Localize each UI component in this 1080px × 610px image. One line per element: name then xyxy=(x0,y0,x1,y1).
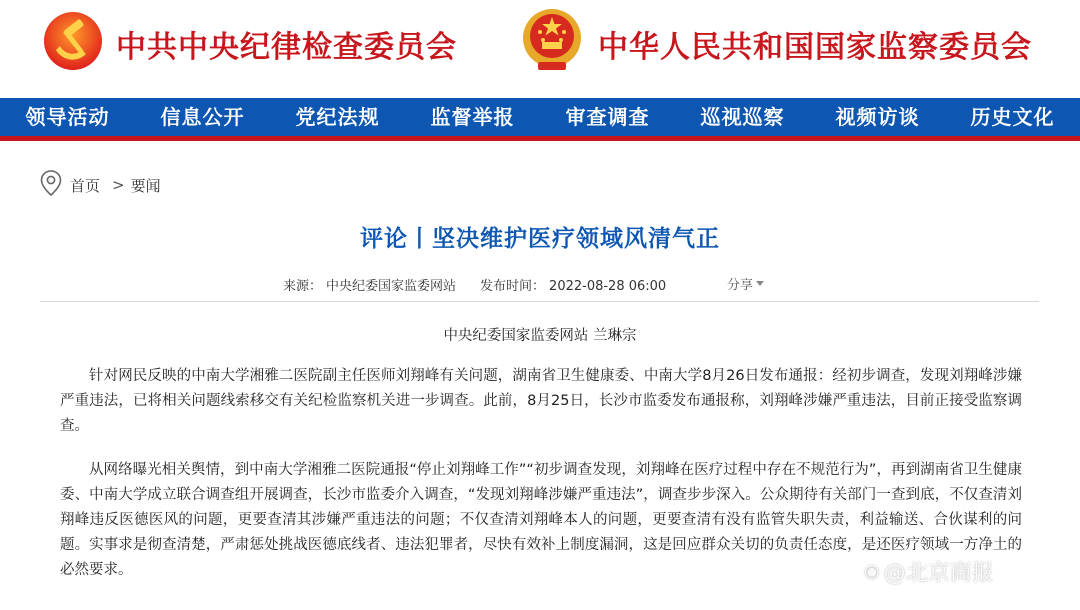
source-value: 中央纪委国家监委网站 xyxy=(326,279,457,294)
article-paragraph: 针对网民反映的中南大学湘雅二医院副主任医师刘翔峰有关问题，湖南省卫生健康委、中南大学8月26日发布通报：经初步调查，发现刘翔峰涉嫌严重违法，已将相关问题线索移交有关纪检监察机关进一步调查。此前，8月25日，长沙市监委发布通报称，刘翔峰涉嫌严重违法，目前正接受监察调查。 xyxy=(60,368,1022,434)
main-nav xyxy=(0,98,1080,136)
article-paragraph: 从网络曝光相关舆情，到中南大学湘雅二医院通报“停止刘翔峰工作”“初步调查发现，刘翔峰在医疗过程中存在不规范行为”，再到湖南省卫生健康委、中南大学成立联合调查组开展调查，长沙市监委介入调查，“发现刘翔峰涉嫌严重违法”，调查步步深入。公众期待有关部门一查到底，不仅查清刘翔峰违反医德医风的问题，更要查清其涉嫌严重违法的问题；不仅查清刘翔峰本人的问题，更要查清有没有监管失职失责，利益输送、合伙谋利的问题。实事求是彻查清楚，严肃惩处挑战医德底线者、违法犯罪者，尽快有效补上制度漏洞，这是回应群众关切的负责任态度，是还医疗领域一方净土的必然要求。 xyxy=(60,462,1022,578)
nav-item-info-disclosure[interactable]: 信息公开 xyxy=(160,105,245,129)
nav-underline xyxy=(0,136,1080,141)
share-button[interactable] xyxy=(727,274,764,293)
nav-item-leadership[interactable]: 领导活动 xyxy=(25,105,110,129)
breadcrumb xyxy=(40,170,161,200)
article-meta xyxy=(283,275,670,294)
weibo-icon: ◉ xyxy=(864,561,880,582)
nav-item-report[interactable]: 监督举报 xyxy=(430,105,515,129)
party-commission-name: 中共中央纪律检查委员会 xyxy=(116,30,457,65)
breadcrumb-current[interactable]: 要闻 xyxy=(130,176,161,195)
article-byline: 中央纪委国家监委网站 兰琳宗 xyxy=(443,328,637,344)
share-label: 分享 xyxy=(727,278,754,293)
hammer-sickle-emblem-icon xyxy=(42,10,104,72)
breadcrumb-separator: > xyxy=(112,176,125,194)
nav-item-regulations[interactable]: 党纪法规 xyxy=(295,105,380,129)
watermark xyxy=(864,556,994,587)
state-commission-name: 中华人民共和国国家监察委员会 xyxy=(598,30,1032,65)
location-pin-icon xyxy=(40,170,62,200)
nav-item-inspection[interactable]: 巡视巡察 xyxy=(700,105,785,129)
meta-divider xyxy=(40,301,1039,302)
breadcrumb-home[interactable]: 首页 xyxy=(70,176,101,195)
national-emblem-icon xyxy=(520,6,584,74)
article-title: 评论丨坚决维护医疗领域风清气正 xyxy=(360,226,720,252)
watermark-text: @北京商报 xyxy=(883,561,994,586)
nav-item-video[interactable]: 视频访谈 xyxy=(835,105,920,129)
chevron-down-icon xyxy=(756,281,764,286)
nav-item-investigation[interactable]: 审查调查 xyxy=(565,105,650,129)
source-label: 来源： xyxy=(283,279,323,294)
time-value: 2022-08-28 06:00 xyxy=(549,279,667,294)
time-label: 发布时间： xyxy=(480,279,546,294)
nav-item-history[interactable]: 历史文化 xyxy=(970,105,1055,129)
site-header xyxy=(0,0,1080,98)
